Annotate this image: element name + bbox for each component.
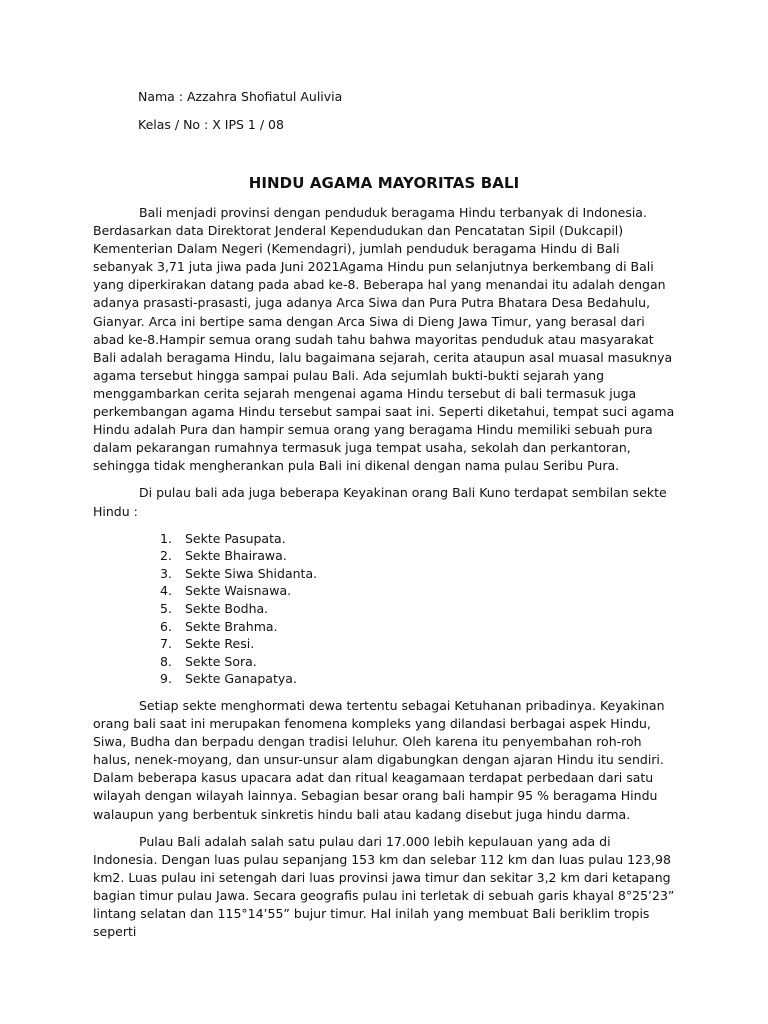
list-item-label: Sekte Waisnawa.: [185, 583, 292, 599]
list-item-label: Sekte Resi.: [185, 636, 255, 652]
list-item-number: 3.: [160, 565, 172, 581]
list-item: [93, 670, 675, 688]
document-title: HINDU AGAMA MAYORITAS BALI: [248, 174, 520, 192]
list-item-label: Sekte Pasupata.: [185, 530, 286, 546]
list-item: [93, 618, 675, 636]
list-item: [93, 600, 675, 618]
list-item: [93, 530, 675, 548]
sect-list: [93, 530, 675, 688]
list-item-number: 4.: [160, 583, 172, 599]
paragraph-3: Setiap sekte menghormati dewa tertentu sebagai Ketuhanan pribadinya. Keyakinan orang bali saat ini merupakan fenomena kompleks yang dilandasi berbagai aspek Hindu, Siwa, Budha dan berpadu dengan tradisi leluhur. Oleh karena itu penyembahan roh-roh halus, nenek-moyang, dan unsur-unsur alam digabungkan dengan ajaran Hindu itu sendiri. Dalam beberapa kasus upacara adat dan ritual keagamaan terdapat perbedaan dari satu wilayah dengan wilayah lainnya. Sebagian besar orang bali hampir 95 % beragama Hindu walaupun yang berbentuk sinkretis hindu bali atau kadang disebut juga hindu darma.: [93, 697, 665, 822]
list-item-label: Sekte Bodha.: [185, 600, 269, 616]
list-item-label: Sekte Siwa Shidanta.: [185, 565, 318, 581]
list-item-number: 8.: [160, 653, 172, 669]
list-item-number: 2.: [160, 548, 172, 564]
list-item: [93, 635, 675, 653]
document-body: [93, 204, 675, 950]
paragraph-2: Di pulau bali ada juga beberapa Keyakinan orang Bali Kuno terdapat sembilan sekte Hindu :: [93, 485, 667, 519]
paragraph-4: Pulau Bali adalah salah satu pulau dari 17.000 lebih kepulauan yang ada di Indonesia. Dengan luas pulau sepanjang 153 km dan selebar 112 km dan luas pulau 123,98 km2. Luas pulau ini setengah dari luas provinsi jawa timur dan sekitar 3,2 km dari ketapang bagian timur pulau Jawa. Secara geografis pulau ini terletak di sebuah garis khayal 8°25’23” lintang selatan dan 115°14’55” bujur timur. Hal inilah yang membuat Bali beriklim tropis seperti: [93, 833, 675, 940]
student-class-line: Kelas / No : X IPS 1 / 08: [138, 117, 284, 132]
list-item-number: 7.: [160, 636, 172, 652]
student-name-line: Nama : Azzahra Shofiatul Aulivia: [138, 89, 343, 104]
list-item: [93, 582, 675, 600]
list-item-number: 9.: [160, 671, 172, 687]
list-item: [93, 565, 675, 583]
list-item: [93, 547, 675, 565]
list-item-number: 1.: [160, 530, 172, 546]
list-item-label: Sekte Brahma.: [185, 618, 278, 634]
list-item-label: Sekte Ganapatya.: [185, 671, 297, 687]
list-item-number: 5.: [160, 600, 172, 616]
list-item-label: Sekte Bhairawa.: [185, 548, 287, 564]
paragraph-1: Bali menjadi provinsi dengan penduduk beragama Hindu terbanyak di Indonesia. Berdasarkan data Direktorat Jenderal Kependudukan dan Pencatatan Sipil (Dukcapil) Kementerian Dalam Negeri (Kemendagri), jumlah penduduk beragama Hindu di Bali sebanyak 3,71 juta jiwa pada Juni 2021Agama Hindu pun selanjutnya berkembang di Bali yang diperkirakan datang pada abad ke-8. Beberapa hal yang menandai itu adalah dengan adanya prasasti-prasasti, juga adanya Arca Siwa dan Pura Putra Bhatara Desa Bedahulu, Gianyar. Arca ini bertipe sama dengan Arca Siwa di Dieng Jawa Timur, yang berasal dari abad ke-8.Hampir semua orang sudah tahu bahwa mayoritas penduduk atau masyarakat Bali adalah beragama Hindu, lalu bagaimana sejarah, cerita ataupun asal muasal masuknya agama tersebut hingga sampai pulau Bali. Ada sejumlah bukti-bukti sejarah yang menggambarkan cerita sejarah mengenai agama Hindu tersebut di bali termasuk juga perkembangan agama Hindu tersebut sampai saat ini. Seperti diketahui, tempat suci agama Hindu adalah Pura dan hampir semua orang yang beragama Hindu memiliki sebuah pura dalam pekarangan rumahnya termasuk juga tempat usaha, sekolah dan perkantoran, sehingga tidak mengherankan pula Bali ini dikenal dengan nama pulau Seribu Pura.: [93, 205, 675, 474]
list-item-number: 6.: [160, 618, 172, 634]
list-item: [93, 653, 675, 671]
list-item-label: Sekte Sora.: [185, 653, 257, 669]
